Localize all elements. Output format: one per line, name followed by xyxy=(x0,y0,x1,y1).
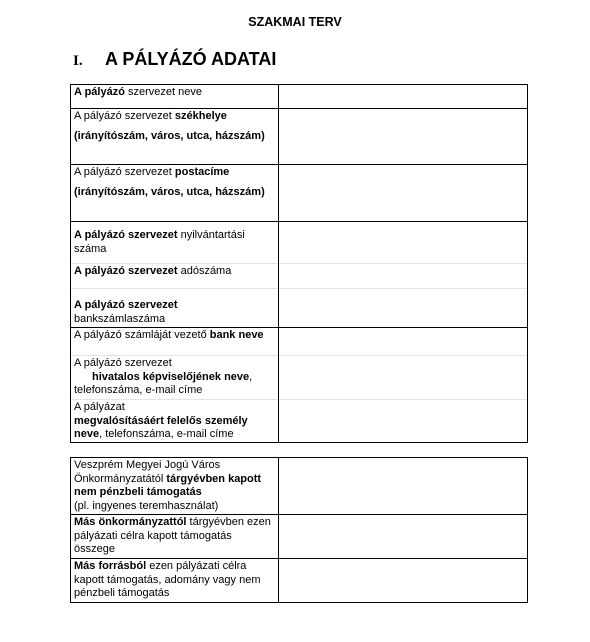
table-row xyxy=(71,515,528,559)
row-label-organization-name: A pályázó szervezet neve xyxy=(71,85,279,109)
table-row xyxy=(71,328,528,356)
responsible-person-field[interactable] xyxy=(279,400,528,443)
row-label-bank-account: A pályázó szervezet bankszámlaszáma xyxy=(71,289,279,328)
support-data-table xyxy=(70,457,528,603)
row-label-city-support: Veszprém Megyei Jogú Város Önkormányzatától tárgyévben kapott nem pénzbeli támogatás (pl. ingyenes teremhasználat) xyxy=(71,458,279,515)
document-title: SZAKMAI TERV xyxy=(248,15,342,29)
row-label-tax-number: A pályázó szervezet adószáma xyxy=(71,264,279,289)
postal-address-field[interactable] xyxy=(279,165,528,222)
row-label-official-representative: A pályázó szervezet hivatalos képviselőjének neve, telefonszáma, e-mail címe xyxy=(71,356,279,400)
table-row xyxy=(71,458,528,515)
bank-name-field[interactable] xyxy=(279,328,528,356)
row-label-bank-name: A pályázó számláját vezető bank neve xyxy=(71,328,279,356)
registration-number-field[interactable] xyxy=(279,222,528,264)
other-municipality-field[interactable] xyxy=(279,515,528,559)
table-row xyxy=(71,289,528,328)
bank-account-field[interactable] xyxy=(279,289,528,328)
row-label-other-sources: Más forrásból ezen pályázati célra kapott támogatás, adomány vagy nem pénzbeli támogatás xyxy=(71,559,279,603)
table-row xyxy=(71,222,528,264)
table-row xyxy=(71,85,528,109)
table-row xyxy=(71,165,528,222)
section-number: I. xyxy=(73,53,83,69)
applicant-data-table xyxy=(70,84,528,443)
table-row xyxy=(71,400,528,443)
other-sources-field[interactable] xyxy=(279,559,528,603)
table-row xyxy=(71,109,528,165)
row-label-other-municipality: Más önkormányzattól tárgyévben ezen pályázati célra kapott támogatás összege xyxy=(71,515,279,559)
city-support-field[interactable] xyxy=(279,458,528,515)
section-title: A PÁLYÁZÓ ADATAI xyxy=(105,49,277,69)
official-representative-field[interactable] xyxy=(279,356,528,400)
row-label-responsible-person: A pályázat megvalósításáért felelős személy neve, telefonszáma, e-mail címe xyxy=(71,400,279,443)
organization-name-field[interactable] xyxy=(279,85,528,109)
row-label-postal-address: A pályázó szervezet postacíme (irányítószám, város, utca, házszám) xyxy=(71,165,279,222)
table-row xyxy=(71,264,528,289)
table-row xyxy=(71,356,528,400)
headquarters-field[interactable] xyxy=(279,109,528,165)
tax-number-field[interactable] xyxy=(279,264,528,289)
table-row xyxy=(71,559,528,603)
row-label-headquarters: A pályázó szervezet székhelye (irányítószám, város, utca, házszám) xyxy=(71,109,279,165)
section-heading xyxy=(73,49,276,70)
row-label-registration-number: A pályázó szervezet nyilvántartási száma xyxy=(71,222,279,264)
